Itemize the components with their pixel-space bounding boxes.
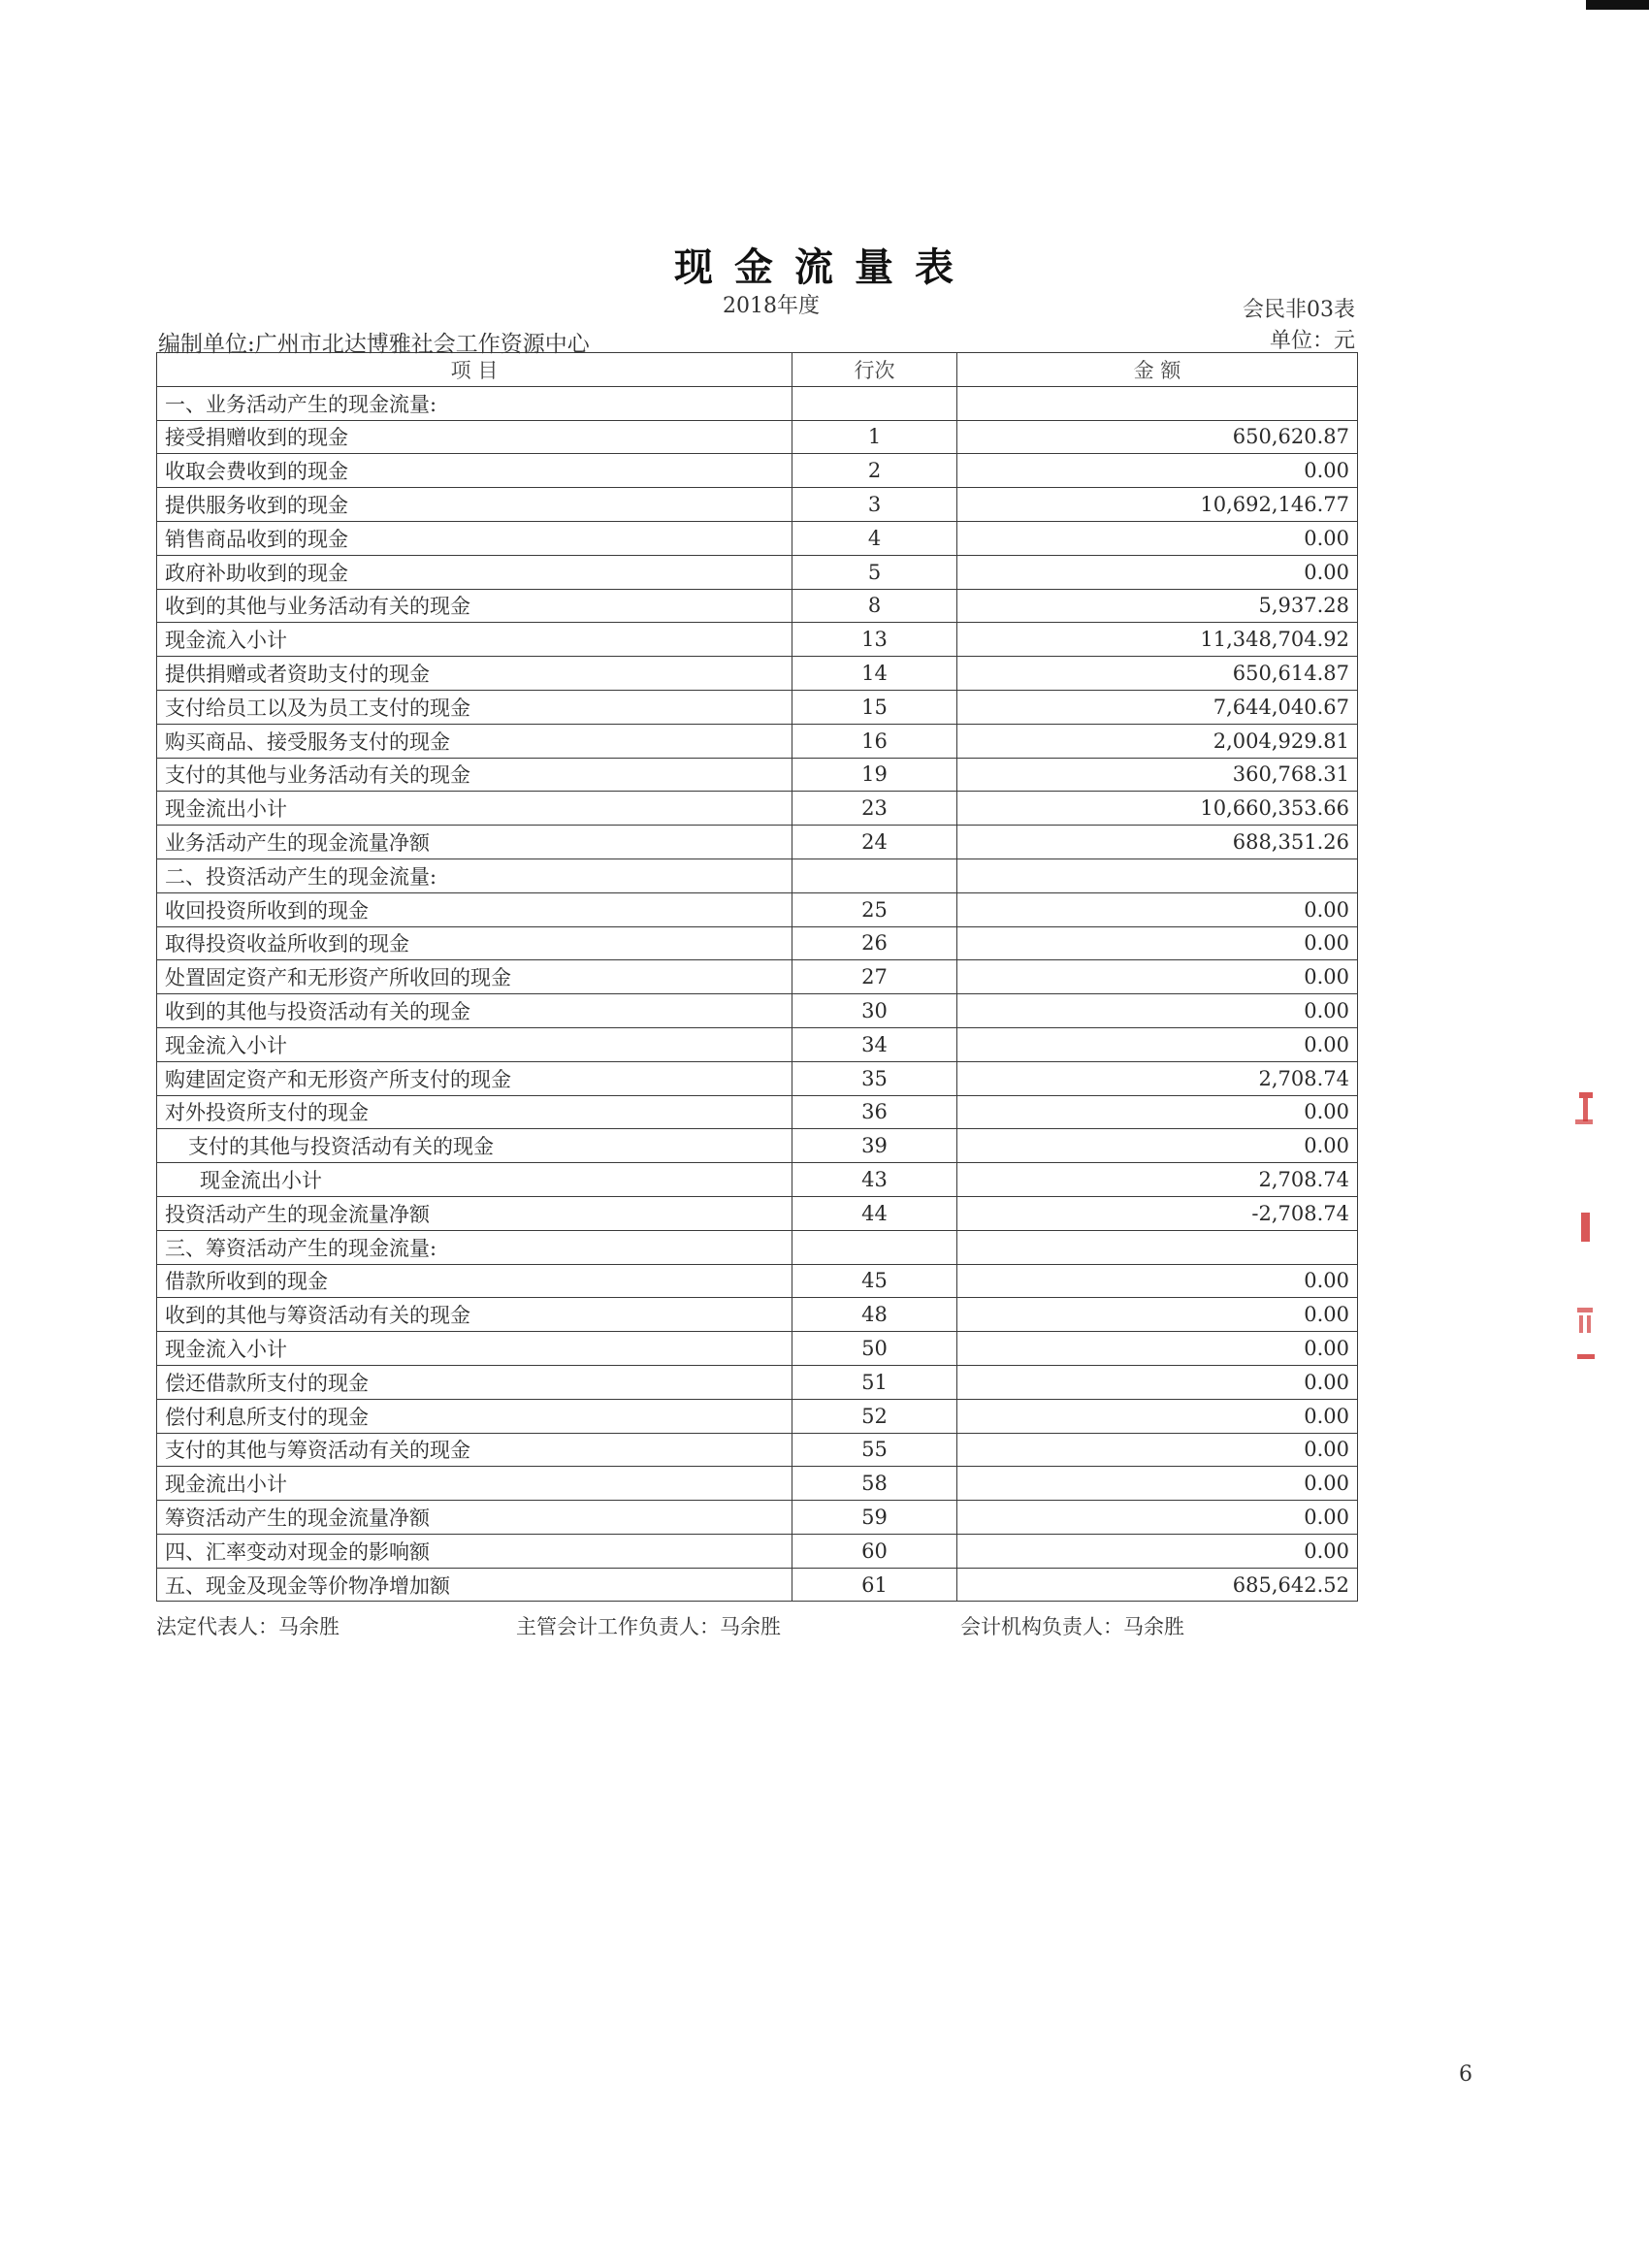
row-amount: 0.00: [957, 1399, 1358, 1433]
row-line-number: 34: [792, 1027, 957, 1061]
column-header-line-no: 行次: [792, 353, 957, 387]
row-amount: 0.00: [957, 1129, 1358, 1163]
row-item-label: 接受捐赠收到的现金: [157, 420, 792, 454]
row-line-number: 14: [792, 657, 957, 691]
row-item-label: 支付给员工以及为员工支付的现金: [157, 690, 792, 724]
row-amount: 0.00: [957, 1534, 1358, 1568]
row-amount: 0.00: [957, 1467, 1358, 1501]
table-row: [157, 454, 1358, 488]
page-title: 现金流量表: [674, 244, 975, 290]
row-item-label: 收到的其他与筹资活动有关的现金: [157, 1298, 792, 1332]
row-amount: 650,614.87: [957, 657, 1358, 691]
row-line-number: 55: [792, 1433, 957, 1467]
row-item-label: 业务活动产生的现金流量净额: [157, 826, 792, 859]
table-row: [157, 1027, 1358, 1061]
row-amount: 0.00: [957, 892, 1358, 926]
currency-unit: 单位：元: [1269, 329, 1355, 353]
row-line-number: 44: [792, 1196, 957, 1230]
row-amount: 11,348,704.92: [957, 623, 1358, 657]
row-line-number: 35: [792, 1061, 957, 1095]
table-row: [157, 758, 1358, 792]
row-line-number: 8: [792, 589, 957, 623]
row-amount: -2,708.74: [957, 1196, 1358, 1230]
row-line-number: 5: [792, 555, 957, 589]
row-item-label: 现金流出小计: [157, 1467, 792, 1501]
row-amount: 0.00: [957, 1365, 1358, 1399]
red-seal-stamp-fragment: [1571, 1077, 1604, 1377]
table-header-row: [157, 353, 1358, 387]
table-row: [157, 1433, 1358, 1467]
row-item-label: 购买商品、接受服务支付的现金: [157, 724, 792, 758]
table-row: [157, 690, 1358, 724]
row-item-label: 购建固定资产和无形资产所支付的现金: [157, 1061, 792, 1095]
row-item-label: 处置固定资产和无形资产所收回的现金: [157, 960, 792, 994]
row-line-number: 26: [792, 926, 957, 960]
page-number: 6: [1459, 2062, 1472, 2087]
table-row: [157, 724, 1358, 758]
row-line-number: 15: [792, 690, 957, 724]
row-line-number: 23: [792, 792, 957, 826]
row-line-number: [792, 386, 957, 420]
reporting-organization: 编制单位:广州市北达博雅社会工作资源中心: [158, 332, 590, 357]
row-item-label: 二、投资活动产生的现金流量:: [157, 859, 792, 892]
table-row: [157, 1163, 1358, 1197]
row-line-number: 61: [792, 1568, 957, 1602]
row-amount: 0.00: [957, 994, 1358, 1028]
row-amount: 688,351.26: [957, 826, 1358, 859]
row-item-label: 投资活动产生的现金流量净额: [157, 1196, 792, 1230]
row-item-label: 政府补助收到的现金: [157, 555, 792, 589]
row-amount: 5,937.28: [957, 589, 1358, 623]
row-amount: 685,642.52: [957, 1568, 1358, 1602]
row-amount: [957, 859, 1358, 892]
row-item-label: 收到的其他与业务活动有关的现金: [157, 589, 792, 623]
table-row: [157, 657, 1358, 691]
row-item-label: 偿还借款所支付的现金: [157, 1365, 792, 1399]
row-item-label: 取得投资收益所收到的现金: [157, 926, 792, 960]
row-amount: 0.00: [957, 1332, 1358, 1366]
row-amount: 0.00: [957, 960, 1358, 994]
row-amount: 0.00: [957, 1264, 1358, 1298]
row-line-number: 2: [792, 454, 957, 488]
table-row: [157, 623, 1358, 657]
row-line-number: 45: [792, 1264, 957, 1298]
row-amount: 360,768.31: [957, 758, 1358, 792]
row-line-number: [792, 1230, 957, 1264]
table-row: [157, 1365, 1358, 1399]
row-amount: 0.00: [957, 926, 1358, 960]
row-amount: 0.00: [957, 555, 1358, 589]
table-row: [157, 1095, 1358, 1129]
column-header-item: 项 目: [157, 353, 792, 387]
table-row: [157, 994, 1358, 1028]
scan-corner-mark: [1586, 0, 1649, 10]
signature-legal-representative: 法定代表人：马余胜: [156, 1615, 340, 1638]
signature-accounting-org-head: 会计机构负责人：马余胜: [960, 1615, 1184, 1638]
table-row: [157, 1399, 1358, 1433]
table-row: [157, 1534, 1358, 1568]
table-row: [157, 859, 1358, 892]
row-amount: 0.00: [957, 1298, 1358, 1332]
table-row: [157, 1501, 1358, 1535]
row-line-number: 27: [792, 960, 957, 994]
table-row: [157, 1467, 1358, 1501]
row-amount: 650,620.87: [957, 420, 1358, 454]
row-item-label: 现金流出小计: [157, 1163, 792, 1197]
table-row: [157, 589, 1358, 623]
row-amount: 2,004,929.81: [957, 724, 1358, 758]
row-item-label: 现金流出小计: [157, 792, 792, 826]
report-year: 2018年度: [723, 294, 820, 318]
row-line-number: 52: [792, 1399, 957, 1433]
row-amount: 7,644,040.67: [957, 690, 1358, 724]
row-amount: 2,708.74: [957, 1061, 1358, 1095]
row-item-label: 收取会费收到的现金: [157, 454, 792, 488]
row-line-number: 43: [792, 1163, 957, 1197]
table-row: [157, 926, 1358, 960]
row-line-number: 59: [792, 1501, 957, 1535]
row-item-label: 一、业务活动产生的现金流量:: [157, 386, 792, 420]
column-header-amount: 金 额: [957, 353, 1358, 387]
table-row: [157, 1332, 1358, 1366]
row-item-label: 现金流入小计: [157, 1332, 792, 1366]
row-item-label: 筹资活动产生的现金流量净额: [157, 1501, 792, 1535]
row-item-label: 提供服务收到的现金: [157, 488, 792, 522]
row-item-label: 三、筹资活动产生的现金流量:: [157, 1230, 792, 1264]
table-row: [157, 488, 1358, 522]
row-item-label: 借款所收到的现金: [157, 1264, 792, 1298]
row-line-number: 16: [792, 724, 957, 758]
table-row: [157, 521, 1358, 555]
row-item-label: 四、汇率变动对现金的影响额: [157, 1534, 792, 1568]
row-item-label: 支付的其他与业务活动有关的现金: [157, 758, 792, 792]
table-row: [157, 960, 1358, 994]
row-line-number: 4: [792, 521, 957, 555]
row-line-number: 3: [792, 488, 957, 522]
row-amount: 10,660,353.66: [957, 792, 1358, 826]
row-amount: 0.00: [957, 1095, 1358, 1129]
row-amount: 2,708.74: [957, 1163, 1358, 1197]
row-amount: [957, 386, 1358, 420]
row-amount: 10,692,146.77: [957, 488, 1358, 522]
row-line-number: 51: [792, 1365, 957, 1399]
row-item-label: 收回投资所收到的现金: [157, 892, 792, 926]
table-body: [157, 386, 1358, 1602]
table-row: [157, 792, 1358, 826]
table-row: [157, 826, 1358, 859]
row-line-number: [792, 859, 957, 892]
table-row: [157, 1568, 1358, 1602]
row-line-number: 30: [792, 994, 957, 1028]
row-item-label: 五、现金及现金等价物净增加额: [157, 1568, 792, 1602]
table-row: [157, 1061, 1358, 1095]
row-amount: 0.00: [957, 521, 1358, 555]
row-line-number: 48: [792, 1298, 957, 1332]
row-item-label: 收到的其他与投资活动有关的现金: [157, 994, 792, 1028]
row-line-number: 19: [792, 758, 957, 792]
table-row: [157, 1264, 1358, 1298]
table-row: [157, 555, 1358, 589]
table-row: [157, 892, 1358, 926]
row-item-label: 现金流入小计: [157, 623, 792, 657]
row-item-label: 偿付利息所支付的现金: [157, 1399, 792, 1433]
row-line-number: 50: [792, 1332, 957, 1366]
form-number: 会民非03表: [1243, 298, 1355, 322]
table-row: [157, 386, 1358, 420]
row-line-number: 1: [792, 420, 957, 454]
row-item-label: 支付的其他与筹资活动有关的现金: [157, 1433, 792, 1467]
row-item-label: 提供捐赠或者资助支付的现金: [157, 657, 792, 691]
row-line-number: 39: [792, 1129, 957, 1163]
row-item-label: 销售商品收到的现金: [157, 521, 792, 555]
table-row: [157, 1230, 1358, 1264]
row-line-number: 13: [792, 623, 957, 657]
table-row: [157, 1196, 1358, 1230]
row-line-number: 25: [792, 892, 957, 926]
table-row: [157, 1129, 1358, 1163]
table-row: [157, 420, 1358, 454]
row-item-label: 支付的其他与投资活动有关的现金: [157, 1129, 792, 1163]
cash-flow-table: [156, 352, 1358, 1602]
row-line-number: 58: [792, 1467, 957, 1501]
row-amount: 0.00: [957, 1027, 1358, 1061]
row-amount: [957, 1230, 1358, 1264]
signature-accounting-head: 主管会计工作负责人：马余胜: [516, 1615, 781, 1638]
row-line-number: 24: [792, 826, 957, 859]
row-line-number: 60: [792, 1534, 957, 1568]
row-amount: 0.00: [957, 1433, 1358, 1467]
row-line-number: 36: [792, 1095, 957, 1129]
row-item-label: 现金流入小计: [157, 1027, 792, 1061]
row-item-label: 对外投资所支付的现金: [157, 1095, 792, 1129]
row-amount: 0.00: [957, 454, 1358, 488]
table-row: [157, 1298, 1358, 1332]
row-amount: 0.00: [957, 1501, 1358, 1535]
